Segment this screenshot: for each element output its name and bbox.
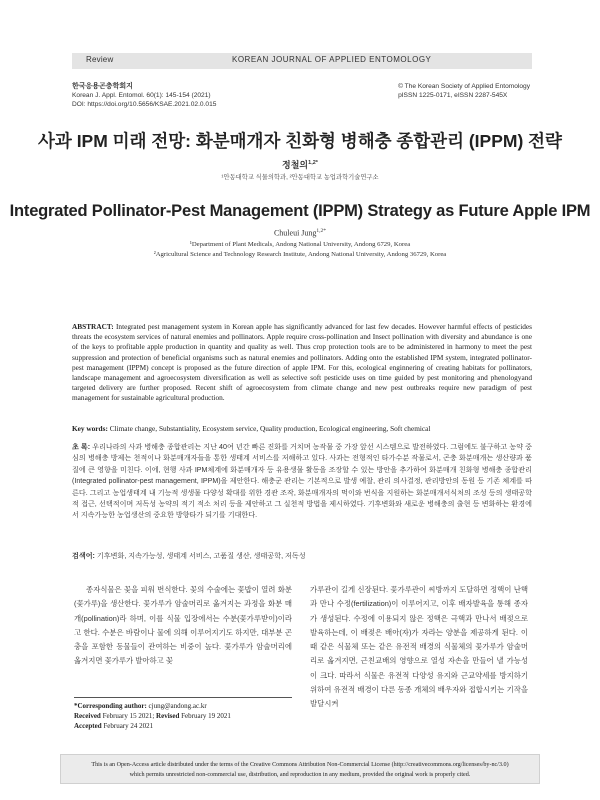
received-label: Received	[74, 712, 101, 720]
dates-received	[74, 711, 231, 721]
title-english: Integrated Pollinator-Pest Management (IPPM) Strategy as Future Apple IPM	[9, 202, 591, 220]
accepted-label: Accepted	[74, 722, 102, 730]
author-kr-sup: 1,2*	[308, 160, 318, 166]
correspondence-block	[74, 701, 231, 731]
abstract-text: Integrated pest management system in Korean apple has significantly advanced for last few decades. However harmful effects of pesticides threats the ecosystem services of natural enemies and pollinators. Apple require cross-pollination and Insect pollination with diversity and abundance is one of the keys to profitable apple production in quantity and quality as well. Thus crop protection tools are to be administered in harmony to meet the pest suppression and protection of beneficial organisms such as natural enemies and pollinators. Adding onto the established IPM system, integrated pollinator-pest management (IPPM) concept is proposed as the future direction of apple IPM. For this, ecological enginnering of creating habitats for pollinators, landscape management and agroecosystem diversification as well as selective soft pesticide uses on time guided by pest monitoring and phenologyand targeted delivery are further proposed. Recent shift of agroecosystem from climate change and new pest outbreaks require new paradigm of pest management for sustainable agricultural production.	[72, 322, 533, 403]
author-en-sup: 1,2*	[316, 228, 327, 234]
keywords-label: Key words:	[72, 424, 108, 433]
top-margin	[0, 0, 600, 52]
revised-date: February 19 2021	[181, 712, 231, 720]
author-english	[0, 228, 600, 238]
corr-label: *Corresponding author:	[74, 702, 147, 710]
abstract-kr-text: 우리나라의 사과 병해충 종합관리는 지난 40여 년간 빠른 진화를 거치며 농작물 중 가장 앞선 시스템으로 발전하였다. 그럼에도 불구하고 농약 중심의 병해충 방제는 천적이나 화분매개자들을 통한 생태계 서비스를 저해하고 있다. 사과는 전형적인 타가수분 작물로서, 곤충 화분매개는 생산량과 품질에 큰 영향을 미친다. 이에, 현행 사과 IPM체계에 화분매개자 등 유용생물 활동을 조장할 수 있는 방안을 추가하여 화분매개 친화형 병해충 종합관리(Integrated pollinator-pest management, IPPM)을 제안한다. 해충군 관리는 기본적으로 발생 예찰, 관리 의사결정, 관리방안의 동원 등 기존 체계를 따른다. 그리고 농업생태계 내 기능적 생생물 다양성 확대를 위한 경관 조작, 화분매개자의 먹이와 번식을 지원하는 화분매개서식처의 조성 등의 생태공학적 접근, 선택적이며 저독성 농약의 적기 적소 처리 등을 제안하고 그 실천적 방법을 제시하였다. 기후변화와 새로운 병해충의 출현 등 변화하는 환경에서 지속가능한 농업생산의 중요한 방향타가 되기를 기대한다.	[72, 443, 532, 520]
keywords-kr-text: 기후변화, 지속가능성, 생태계 서비스, 고품질 생산, 생태공학, 저독성	[96, 552, 306, 560]
author-korean	[0, 158, 600, 171]
author-en-name: Chuleui Jung	[273, 228, 317, 238]
abstract-label: ABSTRACT:	[72, 322, 114, 331]
title-korean: 사과 IPM 미래 전망: 화분매개자 친화형 병해충 종합관리 (IPPM) 전략	[38, 131, 562, 151]
revised-label: Revised	[156, 712, 180, 720]
affiliation-1: ¹Department of Plant Medicals, Andong National University, Andong 6729, Korea	[189, 241, 411, 248]
abstract-korean	[72, 442, 532, 522]
body-left-text: 종자식물은 꽃을 피워 번식한다. 꽃의 수술에는 꽃밥이 열려 화분(꽃가루)을 생산한다. 꽃가루가 암술머리로 옮겨지는 과정을 화분 매개(pollination)라 하며, 이를 식물 입장에서는 수분(꽃가루받이)이라고 한다. 수분은 바람이나 물에 의해 이루어지기도 하지만, 대부분 곤충을 포함한 동물들이 관여하는 비중이 높다. 꽃가루가 암술머리에 옮겨지면 꽃가루가 발아하고 꽃	[74, 585, 292, 666]
keywords-kr-label: 검색어:	[72, 552, 95, 560]
abstract-kr-label: 초 록:	[72, 443, 91, 451]
affiliation-korean: ¹안동대학교 식물의학과, ²안동대학교 농업과학기술연구소	[221, 174, 379, 181]
license-line-2: which permits unrestricted non-commercial use, distribution, and reproduction in any medium, provided the original work is properly cited.	[129, 771, 471, 778]
keywords-text: Climate change, Substantiality, Ecosystem service, Quality production, Ecological engineering, Soft chemical	[109, 424, 431, 433]
affiliation-2: ²Agricultural Science and Technology Research Institute, Andong National University, Andong 36729, Korea	[153, 251, 447, 258]
accepted-date: February 24 2021	[103, 722, 154, 730]
author-kr-name: 정철의	[282, 160, 309, 170]
copyright-block	[398, 82, 530, 100]
dates-accepted	[74, 721, 231, 731]
keywords-korean	[72, 551, 532, 561]
copyright: © The Korean Society of Applied Entomology	[398, 83, 530, 90]
corr-email[interactable]: cjung@andong.ac.kr	[148, 702, 207, 710]
received-date: February 15 2021;	[102, 712, 155, 720]
journal-name: KOREAN JOURNAL OF APPLIED ENTOMOLOGY	[232, 55, 432, 64]
corresponding-author	[74, 701, 231, 711]
doi-link[interactable]: DOI: https://doi.org/10.5656/KSAE.2021.02.0.015	[72, 101, 217, 108]
body-column-left	[74, 583, 292, 669]
footnote-divider	[74, 697, 292, 698]
citation-block	[72, 82, 216, 109]
citation: Korean J. Appl. Entomol. 60(1): 145-154 (2021)	[72, 92, 211, 99]
issn: pISSN 1225-0171, eISSN 2287-545X	[398, 92, 508, 99]
license-box	[60, 754, 540, 784]
body-column-right: 가루관이 길게 신장된다. 꽃가루관이 씨방까지 도달하면 정핵이 난핵과 만나 수정(fertilization)이 이루어지고, 이후 배자발육을 통해 종자가 생성된다. 수정에 이용되지 않은 정핵은 극핵과 만나서 배젖으로 발육하는데, 이 배젖은 배아(자)가 자라는 양분을 제공하게 된다. 이 때 같은 식물체 또는 같은 유전적 배경의 식물체의 꽃가루가 암술머리로 옮겨지면, 근친교배의 영향으로 열성 자손을 만들어 낼 가능성이 크다. 따라서 식물은 유전적 다양성 유지와 근교약세를 방지하기 위하여 유전적 배경이 다른 동종 개체의 배우자와 접합시키는 기작을 발달시켜	[310, 585, 528, 709]
section-label: Review	[86, 55, 114, 64]
abstract	[72, 322, 532, 404]
keywords	[72, 424, 532, 433]
affiliations-english	[0, 240, 600, 260]
journal-title-kr: 한국응용곤충학회지	[72, 83, 133, 90]
license-line-1: This is an Open-Access article distributed under the terms of the Creative Commons Attribution Non-Commercial License (http://creativecommons.org/licenses/by-nc/3.0)	[91, 762, 509, 768]
